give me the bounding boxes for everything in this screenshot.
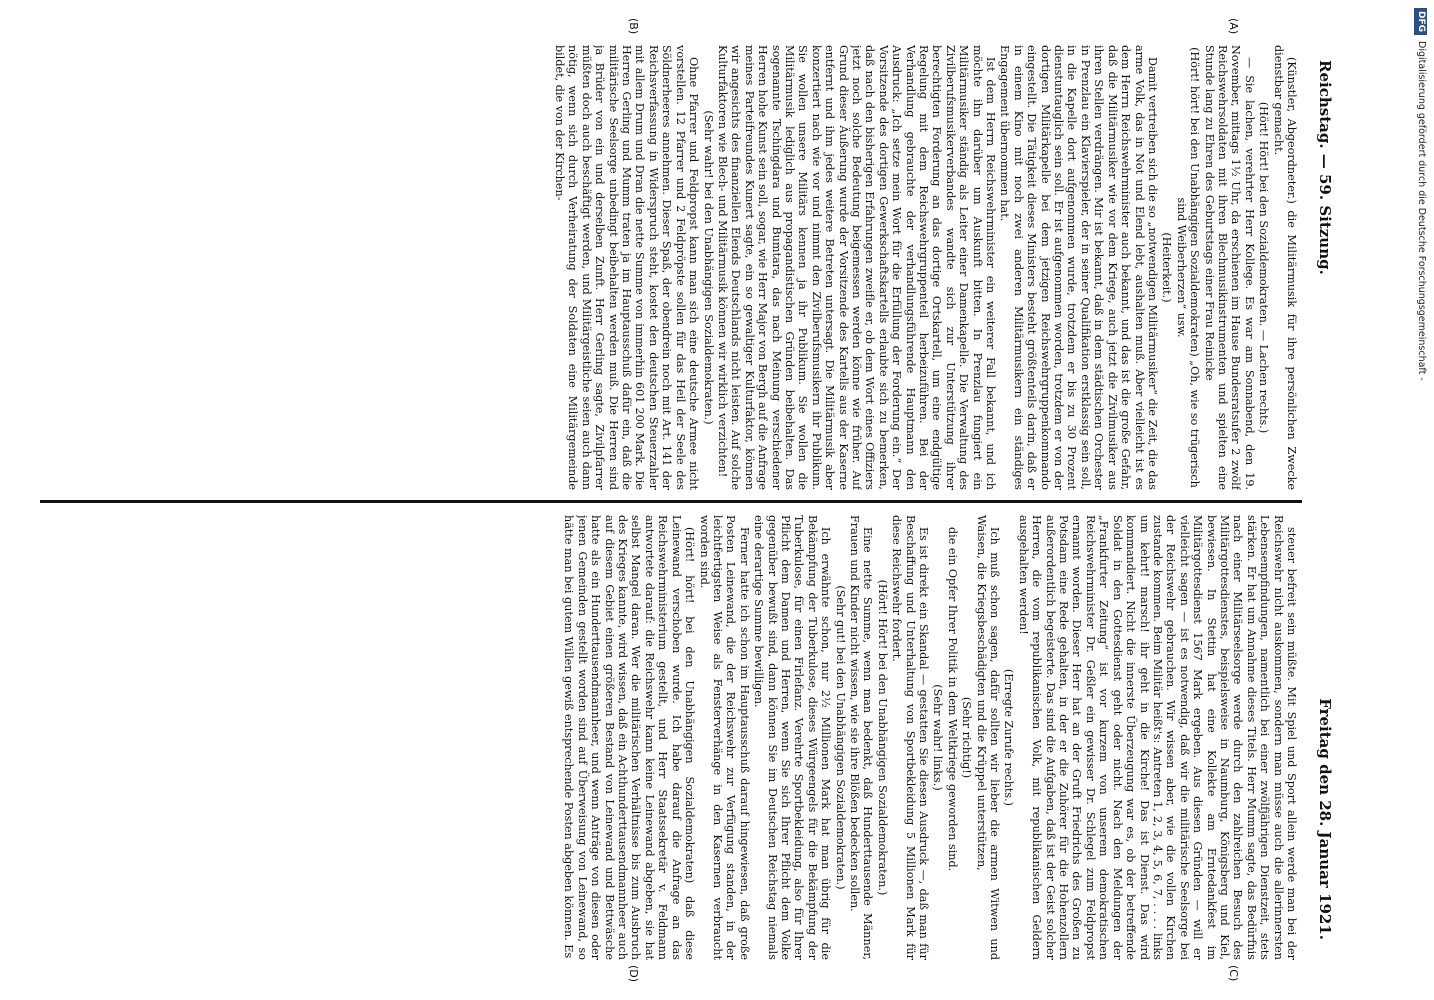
paragraph: (Sehr richtig!) [960, 696, 974, 779]
paragraph: Ohne Pfarrer und Feldpropst kann man sich eine deutsche Armee nicht vorstellen. 12 Pfarrer und 2 Feldpröpste sollen für das Heil der Seele des Söldnerheeres annehmen. Dieser Spaß, der obendrein noch mit Art. 141 der Reichsverfassung in Widerspruch steht, kostet den deutschen Steuerzahler mit allem Drum und Dran die nette Summe von immerhin 601 200 Mark. Die Herren Gerling und Mumm traten ja im Hauptausschuß dafür ein, daß die militärische Seelsorge unbedingt beibehalten werden muß. Die Herren sind ja Brüder von ein und derselben Zunft. Herr Gerling sagte, Zivilpfarrer müßten doch auch beschäftigt werden, und Militärgeistliche seien auch dann nötig, wenn sich durch Verheiratung der Soldaten eine Militärgemeinde bildet, die von der Kirchen- [553, 45, 701, 490]
digitization-credit [1410, 8, 1432, 992]
paragraph: (Hört! hört! bei den Unabhängigen Sozialdemokraten) „Oh, wie so trügerisch sind Weiberherzen“ usw. [1174, 47, 1202, 488]
paragraph: Ich erwähnte schon, nur 2½ Millionen Mark hat man übrig für die Bekämpfung der Tuberkulose, dieses Würgeengels für die Bekämpfung der Tuberkulose, für einen Firlefanz. Verehrte Sportbekleidung, also für Ihrer Pflicht dem Damen und Herren, wenn Sie sich Ihrer Pflicht dem Volke gegenüber bewußt sind, dann können Sie im Deutschen Reichstag niemals eine derartige Summe bewilligen. [752, 515, 833, 960]
header-date: Freitag den 28. Januar 1921. [1316, 698, 1334, 940]
dfg-logo: DFG [1414, 8, 1427, 35]
paragraph: Damit vertreiben sich die so „notwendigen Militärmusiker“ die Zeit, die das arme Volk, das in Not und Elend lebt, aushalten muß. Aber vielleicht ist es dem Herrn Reichswehrminister auch bekannt, und das ist die große Gefahr, daß die Militärmusiker wie vor dem Kriege, auch jetzt die Zivilmusiker aus ihren Stellen verdrängen. Mir ist bekannt, daß in dem städtischen Orchester in Prenzlau ein Klavierspieler, der in seiner Qualifikation erstklassig sein soll, in die Kapelle dort aufgenommen wurde, trotzdem er bis zu 30 Prozent dienstuntauglich sein soll. Er ist aufgenommen worden, trotzdem er von der dortigen Militärkapelle bei dem jetzigen Reichswehrgruppenkommando eingestellt. Die Tätigkeit dieses Ministers besteht größtenteils darin, daß er in einem Kino mit noch zwei anderen Militärmusikern ein ständiges Engagement übernommen hat. [998, 45, 1159, 490]
page-header [1308, 40, 1334, 960]
left-column [40, 45, 1298, 490]
paragraph: Ferner hatte ich schon im Hauptausschuß darauf hingewiesen, daß große Posten Leinewand, die der Reichswehr zur Verfügung standen, in der leichtfertigsten Weise als Fensterverhänge in den Kasernen verbraucht worden sind. [697, 515, 751, 960]
paragraph: (Hört! Hört! bei den Sozialdemokraten. — Lachen rechts.) [1257, 101, 1271, 434]
paragraph: Eine nette Summe, wenn man bedenkt, daß Hunderttausende Männer, Frauen und Kinder nicht wissen, wie sie ihre Blößen bedecken sollen. [848, 515, 875, 960]
margin-mark-a: (A) [1227, 18, 1240, 35]
paragraph: (Hört! Hört! bei den Unabhängigen Sozialdemokraten.) [875, 579, 889, 896]
paragraph: Ist dem Herrn Reichswehrminister ein weiterer Fall bekannt, und ich möchte ihn darüber um Auskunft bitten. In Prenzlau fungiert ein Militärmusiker ständig als Leiter einer Damenkapelle. Die Verwaltung des Zivilberufsmusikerverbandes wandte sich zur Unterstützung ihrer berechtigten Forderung an das dortige Ortskartell, um eine endgültige Regelung mit dem Reichswehrgruppenteil herbeizuführen. Bei der Verhandlung gebrauchte der verhandlungsführende Hauptmann den Ausdruck: „Ich setze mein Wort für die Erfüllung der Forderung ein.“ Der Vorsitzende des dortigen Gewerkschaftskartells erlaubte sich zu bemerken, daß nach den bisherigen Erfahrungen zweifle er, ob dem Wort eines Offiziers jetzt noch solche Bedeutung beigemessen werden könne wie früher. Auf Grund dieser Äußerung wurde der Vorsitzende des Kartells aus der Kaserne entfernt und ihm jedes weitere Betreten untersagt. Die Militärmusik aber konzertiert nach wie vor und nimmt den Zivilberufsmusikern ihr Publikum. Sie wollen unsere Militärs kennen ja ihr Publikum. Sie wollen die Militärmusik lediglich aus propagandistischen Gründen beibehalten. Das sogenannte Tschingdara und Bumtara, das nach Meinung verschiedener Herren hohe Kunst sein soll, sogar, wie Herr Major von Bergh auf die Anfrage meines Parteifreundes Kunert sagte, ein so gewaltiger Kulturfaktor, können wir angesichts des finanziellen Elends Deutschlands nicht leisten. Auf solche Kulturfaktoren wie Blech- und Militärmusik können wir wirklich verzichten! [715, 45, 998, 490]
paragraph: — Sie lachen, verehrter Herr Kollege. Es war am Sonnabend, den 19. November, mittags 1½ Uhr, da erschienen im Hause Bundesratsufer 2 zwölf Reichswehrsoldaten mit ihren Blechmusikinstrumenten und spielten eine Stunde lang zu Ehren des Geburtstags einer Frau Reinicke [1202, 45, 1256, 490]
paragraph: (Sehr wahr! links.) [931, 684, 945, 791]
right-column [40, 515, 1298, 960]
margin-mark-b: (B) [627, 18, 640, 35]
credit-text: Digitalisierung gefördert durch die Deutsche Forschungsgemeinschaft - [1416, 41, 1427, 381]
header-session: Reichstag. — 59. Sitzung. [1316, 60, 1334, 275]
paragraph: (Heiterkeit.) [1160, 232, 1174, 303]
paragraph: steuer befreit sein müßte. Mit Spiel und Sport allein werde man bei der Reichswehr nicht auskommen, sondern man müsse auch die allerinnersten Lebensempfindungen, namentlich bei einer zwölfjährigen Dienstzeit, stets stärken. Er hat um Annahme dieses Titels. Herr Mumm sagte, das Bedürfnis nach einer Militärseelsorge werde durch den zahlreichen Besuch des Militärgottesdienstes, beispielsweise in Naumburg, Königsberg und Kiel, bewiesen. In Stettin hat eine Kollekte am Erntedankfest im Militärgottesdienst 1567 Mark ergeben. Aus diesen Gründen — will er vielleicht sagen — ist es notwendig, daß wir die militärische Seelsorge bei der Reichswehr gebrauchen. Wir wissen aber, wie die vollen Kirchen zustande kommen. Beim Militär heißt's: Antreten 1, 2, 3, 4, 5, 6, 7, . . . . links um kehrt! marsch! ihr geht in die Kirche! Das ist Dienst. Das wird kommandiert. Nicht die innerste Überzeugung war es, ob der betreffende Soldat in den Gottesdienst geht oder nicht. Nach den Meldungen der „Frankfurter Zeitung“ ist vor kurzem von unserem demokratischen Reichswehrminister Dr. Geßler ein gewisser Dr. Schlegel zum Feldpropst ernannt worden. Dieser Herr hat an der Gruft Friedrichs des Großen zu Potsdam eine Rede gehalten, in der er die Zuhörer für die Hohenzollern außerordentlich begeisterte. Das sind die Aufgaben, daß ist der Geist solcher Herren, die vom republikanischen Volk, mit republikanischen Geldern ausgehalten werden! [1016, 515, 1298, 960]
column-divider [40, 500, 1302, 503]
margin-mark-d: (D) [627, 965, 640, 983]
paragraph: Ich muß schon sagen, dafür sollten wir lieber die armen Witwen und Waisen, die Kriegsbeschädigten und die Krüppel unterstützen, [974, 515, 1002, 960]
paragraph: Es ist direkt ein Skandal — gestatten Sie diesen Ausdruck —, daß man für Beschaffung und Unterhaltung von Sportbekleidung 5 Millionen Mark für diese Reichswehr fordert. [890, 515, 931, 960]
paragraph: (Künstler, Abgeordneter.) die Militärmusik für ihre persönlichen Zwecke dienstbar gemacht. [1271, 45, 1298, 490]
paragraph: (Sehr gut! bei den Unabhängigen Sozialdemokraten.) [833, 585, 847, 890]
margin-mark-c: (C) [1227, 965, 1240, 982]
paragraph: die ein Opfer Ihrer Politik in dem Weltkriege geworden sind. [945, 527, 959, 872]
paragraph: (Erregte Zurufe rechts.) [1002, 668, 1016, 807]
paragraph: (Hört! hört! bei den Unabhängigen Sozialdemokraten) daß diese Leinewand verschoben wurde. Ich habe darauf die Anfrage an das Reichswehrministerium gestellt, und Herr Staatssekretär v. Feldmann antwortete darauf: die Reichswehr kann keine Leinewand abgeben, sie hat selbst Mangel daran. Wer die militärischen Verhältnisse bis zum Ausbruch des Krieges kannte, wird wissen, daß ein Achthunderttausendmannheer auch auf diesem Gebiet einen größeren Bestand von Leinewand und Bettwäsche hatte als ein Hunderttausendmannheer, und wenn Anträge von diesen oder jenen Gemeinden gestellt worden sind auf Überweisung von Leinewand, so hätte man bei gutem Willen gewiß entsprechende Posten abgeben können. Es [562, 515, 697, 960]
paragraph: (Sehr wahr! bei den Unabhängigen Sozialdemokraten.) [701, 110, 715, 425]
